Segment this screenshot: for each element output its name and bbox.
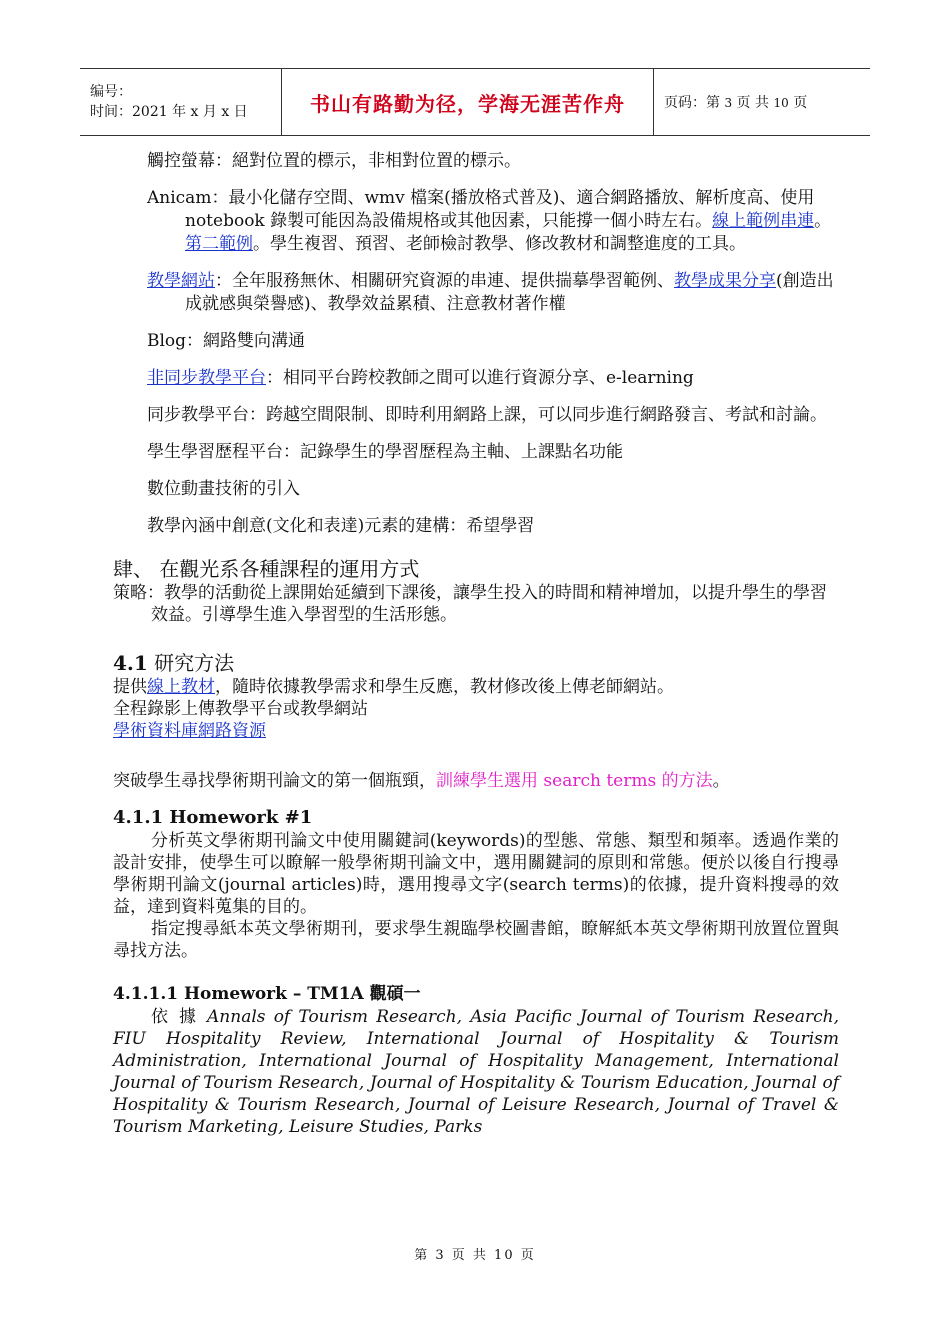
anicam-separator: 。 <box>814 211 832 231</box>
journal-list: Annals of Tourism Research, Asia Pacific Journal of Tourism Research, FIU Hospitality Review, International Journal of Hospitality & Tourism Administration, International Journal of Hospitality Management, International Journal of Tourism Research, Journal of Hospitality & Tourism Education, Journal of Hospitality & Tourism Research, Journal of Leisure Research, Journal of Travel & Tourism Marketing, Leisure Studies, Parks <box>113 1007 839 1137</box>
list-item-touch: 觸控螢幕：絕對位置的標示，非相對位置的標示。 <box>147 151 521 171</box>
list-item-sync: 同步教學平台：跨越空間限制、即時利用網路上課，可以同步進行網路發言、考試和討論。 <box>147 405 827 425</box>
teaching-results-link[interactable]: 教學成果分享 <box>674 271 776 291</box>
list-item-portfolio: 學生學習歷程平台：記錄學生的學習歷程為主軸、上課點名功能 <box>147 442 623 462</box>
document-body <box>113 150 839 1138</box>
async-platform-text: ：相同平台跨校教師之間可以進行資源分享、e-learning <box>266 368 694 388</box>
anicam-text: Anicam：最小化儲存空間、wmv 檔案(播放格式普及)、適合網路播放、解析度高、使用 notebook 錄製可能因為設備規格或其他因素，只能撐一個小時左右。 <box>147 188 815 231</box>
page-footer: 第 3 页 共 10 页 <box>414 1248 536 1263</box>
list-item-async <box>147 367 839 390</box>
academic-database-link[interactable]: 學術資料庫網路資源 <box>113 721 266 741</box>
online-materials-link[interactable]: 線上教材 <box>147 677 215 697</box>
second-example-link[interactable]: 第二範例 <box>185 234 253 254</box>
teaching-site-link[interactable]: 教學網站 <box>147 271 215 291</box>
section-4-1-1-1-heading: 4.1.1.1 Homework – TM1A 觀碩一 <box>113 984 421 1004</box>
section-4-1-1-para1: 分析英文學術期刊論文中使用關鍵詞(keywords)的型態、常態、類型和頻率。透過作業的設計安排，使學生可以瞭解一般學術期刊論文中，選用關鍵詞的原則和常態。便於以後自行搜尋學術期刊論文(journal articles)時，選用搜尋文字(search terms)的依據，提升資料搜尋的效益，達到資料蒐集的目的。 <box>113 831 839 917</box>
page-label-c: 页 <box>793 95 808 111</box>
section-4-1-line4 <box>113 770 839 792</box>
teaching-site-text: ：全年服務無休、相關研究資源的串連、提供揣摹學習範例、 <box>215 271 674 291</box>
document-number-label: 编号： <box>90 84 132 100</box>
journal-lead: 依 據 <box>151 1007 199 1027</box>
document-date: 时间：2021 年 x 月 x 日 <box>90 104 248 120</box>
line1-prefix: 提供 <box>113 677 147 697</box>
header-motto-cell <box>282 69 654 135</box>
list-item-creative: 教學內涵中創意(文化和表達)元素的建構：希望學習 <box>147 516 535 536</box>
anicam-tail: 。學生複習、預習、老師檢討教學、修改教材和調整進度的工具。 <box>253 234 746 254</box>
section-4-1-1-heading: 4.1.1 Homework #1 <box>113 807 313 828</box>
section-4-strategy: 策略：教學的活動從上課開始延續到下課後，讓學生投入的時間和精神增加，以提升學生的學習效益。引導學生進入學習型的生活形態。 <box>113 583 827 625</box>
section-4-1-heading <box>113 650 839 676</box>
list-item-anicam <box>147 187 839 256</box>
line4-prefix: 突破學生尋找學術期刊論文的第一個瓶頸， <box>113 771 436 791</box>
section-4-1-title: 研究方法 <box>147 651 235 675</box>
section-4-heading: 肆、 在觀光系各種課程的運用方式 <box>113 557 420 581</box>
search-terms-highlight: 訓練學生選用 search terms 的方法 <box>436 771 713 791</box>
page-total: 10 <box>773 96 789 110</box>
header-meta <box>80 69 282 135</box>
page-label-b: 页 共 <box>736 95 769 111</box>
page-label-a: 页码：第 <box>664 95 720 111</box>
page-header <box>80 68 870 136</box>
list-item-animation: 數位動畫技術的引入 <box>147 479 300 499</box>
header-motto: 书山有路勤为径，学海无涯苦作舟 <box>310 91 625 116</box>
section-4-1-line1 <box>113 676 839 698</box>
section-4-1-line2: 全程錄影上傳教學平台或教學網站 <box>113 699 368 719</box>
page-current: 3 <box>724 96 733 110</box>
async-platform-link[interactable]: 非同步教學平台 <box>147 368 266 388</box>
section-4-1-1-para2: 指定搜尋紙本英文學術期刊，要求學生親臨學校圖書館，瞭解紙本英文學術期刊放置位置與尋找方法。 <box>113 919 839 961</box>
section-4-1-line3 <box>113 720 839 742</box>
spacer <box>113 742 839 770</box>
section-4-1-number: 4.1 <box>113 651 148 675</box>
section-4-1-1-1-para <box>113 1006 839 1138</box>
header-page-info <box>654 69 870 135</box>
online-example-link[interactable]: 線上範例串連 <box>712 211 815 231</box>
list-item-teaching-site <box>147 270 839 316</box>
list-item-blog: Blog：網路雙向溝通 <box>147 331 306 351</box>
line1-suffix: ，隨時依據教學需求和學生反應，教材修改後上傳老師網站。 <box>215 677 674 697</box>
teaching-site-tail: (創造出成就感與榮譽感)、教學效益累積、注意教材著作權 <box>185 271 834 314</box>
line4-suffix: 。 <box>712 771 730 791</box>
